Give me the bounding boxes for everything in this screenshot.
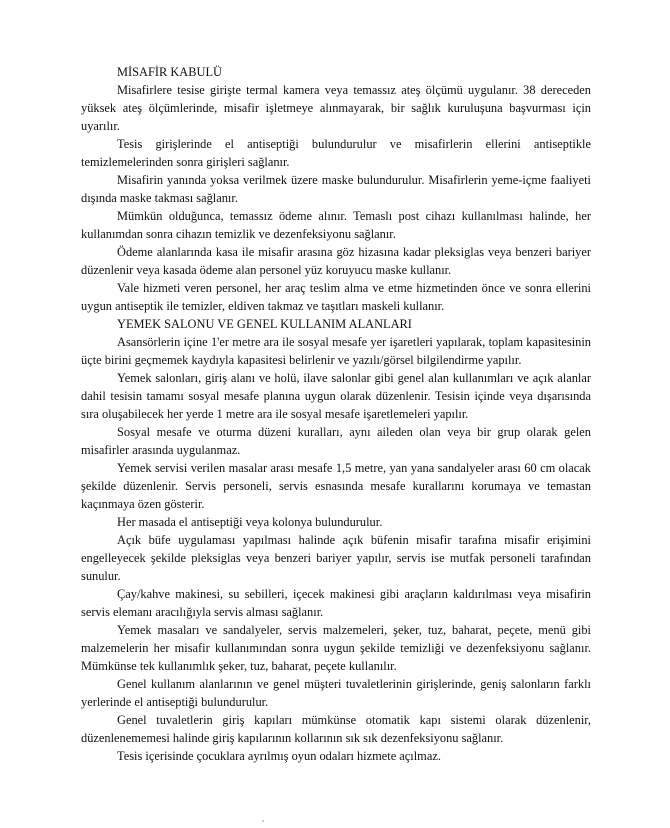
paragraph: Tesis girişlerinde el antiseptiği bulundurulur ve misafirlerin ellerini antiseptikle temizlemelerinden sonra girişleri sağlanır.	[81, 137, 591, 169]
paragraph: Açık büfe uygulaması yapılması halinde açık büfenin misafir tarafına misafir erişimini engelleyecek şekilde pleksiglas veya benzeri bariyer yapılır, servis ise mutfak personeli tarafından sunulur.	[81, 533, 591, 583]
paragraph: Yemek masaları ve sandalyeler, servis malzemeleri, şeker, tuz, baharat, peçete, menü gibi malzemelerin her misafir kullanımından sonra uygun şekilde temizliği ve dezenfeksiyonu sağlanır. Mümkünse tek kullanımlık şeker, tuz, baharat, peçete kullanılır.	[81, 623, 591, 673]
paragraph: Her masada el antiseptiği veya kolonya bulundurulur.	[117, 515, 383, 529]
section-heading-dining-common-areas: YEMEK SALONU VE GENEL KULLANIM ALANLARI	[117, 317, 412, 331]
paragraph: Yemek salonları, giriş alanı ve holü, ilave salonlar gibi genel alan kullanımları ve açık alanlar dahil tesisin tamamı sosyal mesafe planına uygun olarak düzenlenir. Tesisin içinde veya dışarısında sıra oluşabilecek her yerde 1 metre ara ile sosyal mesafe işaretlemeleri yapılır.	[81, 371, 591, 421]
document-body	[81, 63, 591, 765]
paragraph: Mümkün olduğunca, temassız ödeme alınır. Temaslı post cihazı kullanılması halinde, her kullanımdan sonra cihazın temizlik ve dezenfeksiyonu sağlanır.	[81, 209, 591, 241]
paragraph: Tesis içerisinde çocuklara ayrılmış oyun odaları hizmete açılmaz.	[117, 749, 441, 763]
paragraph: Misafirin yanında yoksa verilmek üzere maske bulundurulur. Misafirlerin yeme-içme faaliyeti dışında maske takması sağlanır.	[81, 173, 591, 205]
footer-mark	[262, 820, 264, 822]
paragraph: Misafirlere tesise girişte termal kamera veya temassız ateş ölçümü uygulanır. 38 dereceden yüksek ateş ölçümlerinde, misafir işletmeye alınmayarak, bir sağlık kuruluşuna başvurması için uyarılır.	[81, 83, 591, 133]
paragraph: Ödeme alanlarında kasa ile misafir arasına göz hizasına kadar pleksiglas veya benzeri bariyer düzenlenir veya kasada ödeme alan personel yüz koruyucu maske kullanır.	[81, 245, 591, 277]
paragraph: Asansörlerin içine 1'er metre ara ile sosyal mesafe yer işaretleri yapılarak, toplam kapasitesinin üçte birini geçmemek kaydıyla kapasitesi belirlenir ve yazılı/görsel bilgilendirme yapılır.	[81, 335, 591, 367]
paragraph: Genel kullanım alanlarının ve genel müşteri tuvaletlerinin girişlerinde, geniş salonların farklı yerlerinde el antiseptiği bulundurulur.	[81, 677, 591, 709]
section-heading-guest-reception: MİSAFİR KABULÜ	[117, 65, 222, 79]
paragraph: Genel tuvaletlerin giriş kapıları mümkünse otomatik kapı sistemi olarak düzenlenir, düzenlenememesi halinde giriş kapılarının kollarının sık sık dezenfeksiyonu sağlanır.	[81, 713, 591, 745]
paragraph: Yemek servisi verilen masalar arası mesafe 1,5 metre, yan yana sandalyeler arası 60 cm olacak şekilde düzenlenir. Servis personeli, servis esnasında mesafe kurallarını korumaya ve temastan kaçınmaya özen gösterir.	[81, 461, 591, 511]
paragraph: Çay/kahve makinesi, su sebilleri, içecek makinesi gibi araçların kaldırılması veya misafirin servis elemanı aracılığıyla servis alması sağlanır.	[81, 587, 591, 619]
paragraph: Vale hizmeti veren personel, her araç teslim alma ve etme hizmetinden önce ve sonra ellerini uygun antiseptik ile temizler, eldiven takmaz ve taşıtları maskeli kullanır.	[81, 281, 591, 313]
paragraph: Sosyal mesafe ve oturma düzeni kuralları, aynı aileden olan veya bir grup olarak gelen misafirler arasında uygulanmaz.	[81, 425, 591, 457]
